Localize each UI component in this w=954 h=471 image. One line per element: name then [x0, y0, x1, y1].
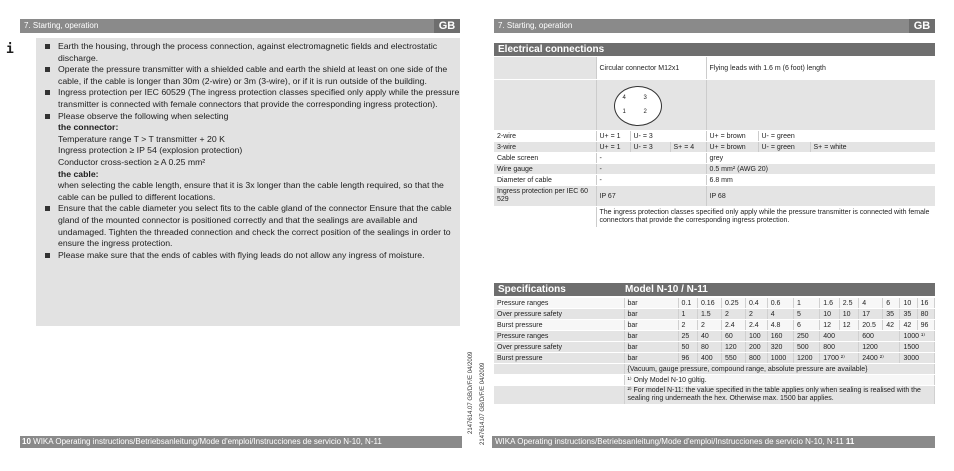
spec-value: 250: [794, 331, 820, 342]
ec-section-title: Electrical connections: [494, 43, 935, 56]
spec-value: 400: [697, 353, 721, 364]
table-row: Wire gauge - 0.5 mm² (AWG 20): [494, 164, 935, 175]
spec-value: 1500: [900, 342, 935, 353]
left-lang-badge: GB: [434, 19, 460, 33]
table-row: [494, 298, 935, 309]
left-header-bar: [20, 19, 460, 33]
connector-line: Ingress protection ≥ IP 54 (explosion protection): [58, 145, 243, 156]
spec-value: 80: [917, 309, 934, 320]
right-lang-badge: GB: [909, 19, 935, 33]
spec-unit: bar: [624, 309, 678, 320]
spec-value: 0.25: [721, 298, 745, 309]
cable-text: when selecting the cable length, ensure that it is 3x longer than the cable length required, so that the cable can be pulled to different locations.: [58, 180, 444, 202]
spec-value: 42: [883, 320, 900, 331]
table-row: [494, 320, 935, 331]
table-row: Diameter of cable - 6.8 mm: [494, 175, 935, 186]
spec-value: 800: [745, 353, 767, 364]
spec-value: 2: [697, 320, 721, 331]
spec-value: 2400 ²⁾: [859, 353, 900, 364]
spec-label: Pressure ranges: [494, 298, 624, 309]
spec-value: 35: [900, 309, 917, 320]
ec-col1: Circular connector M12x1: [596, 57, 706, 80]
spec-value: 60: [721, 331, 745, 342]
side-code-left: 2147614.07 GB/D/F/E 04/2009: [468, 351, 474, 434]
spec-value: 4: [859, 298, 883, 309]
spec-value: 1.6: [820, 298, 839, 309]
right-header-bar: [494, 19, 935, 33]
table-row: Ingress protection per IEC 60 529 IP 67 IP 68: [494, 186, 935, 207]
spec-value: 200: [745, 342, 767, 353]
spec-value: 35: [883, 309, 900, 320]
spec-label: Pressure ranges: [494, 331, 624, 342]
spec-value: 20.5: [859, 320, 883, 331]
spec-value: 1700 ²⁾: [820, 353, 859, 364]
specifications-table: [494, 298, 935, 405]
spec-value: 2.4: [745, 320, 767, 331]
spec-value: 800: [820, 342, 859, 353]
spec-value: 120: [721, 342, 745, 353]
left-page-number: 10: [22, 437, 31, 446]
m12-connector-icon: 4 3 1 2: [614, 86, 662, 126]
right-footer: [495, 437, 854, 447]
list-item: Earth the housing, through the process connection, against electromagnetic fields and electrostatic discharge.: [44, 41, 462, 64]
spec-value: 600: [859, 331, 900, 342]
spec-value: 12: [839, 320, 858, 331]
spec-unit: bar: [624, 331, 678, 342]
list-item: Operate the pressure transmitter with a shielded cable and earth the shield at least on one side of the cable, if the cable is longer than 30m (2-wire) or 3m (3-wire), or if it is run outside of the building.: [44, 64, 462, 87]
spec-value: 96: [917, 320, 934, 331]
spec-value: 6: [794, 320, 820, 331]
spec-value: 4.8: [767, 320, 793, 331]
spec-value: 160: [767, 331, 793, 342]
spec-value: 0.6: [767, 298, 793, 309]
spec-value: 16: [917, 298, 934, 309]
right-page-number: 11: [845, 437, 855, 446]
left-bullets: [44, 41, 462, 261]
spec-value: 10: [839, 309, 858, 320]
spec-value: 0.16: [697, 298, 721, 309]
spec-value: 40: [697, 331, 721, 342]
spec-value: 2: [678, 320, 697, 331]
cable-title: the cable:: [58, 168, 99, 179]
spec-unit: bar: [624, 320, 678, 331]
spec-value: 320: [767, 342, 793, 353]
spec-unit: bar: [624, 353, 678, 364]
list-item: Ingress protection per IEC 60529 (The ingress protection classes specified only apply while the pressure transmitter is connected with female connectors that provide the corresponding ingress protection).: [44, 87, 462, 110]
connector-title: the connector:: [58, 122, 119, 133]
table-row: [494, 353, 935, 364]
spec-label: Over pressure safety: [494, 309, 624, 320]
table-row: [494, 331, 935, 342]
spec-unit: bar: [624, 298, 678, 309]
spec-value: 1200: [794, 353, 820, 364]
connector-line: Temperature range T > T transmitter + 20 K: [58, 133, 225, 144]
spec-value: 2: [745, 309, 767, 320]
spec-value: 6: [883, 298, 900, 309]
spec-note: ²⁾ For model N-11: the value specified in the table applies only when sealing is realised with the sealing ring underneath the hex. Otherwise max. 1500 bar applies.: [624, 386, 935, 405]
table-row: The ingress protection classes specified only apply while the pressure transmitter is connected with female connectors that provide the corresponding ingress protection.: [494, 207, 935, 228]
spec-value: 0.1: [678, 298, 697, 309]
list-item: Ensure that the cable diameter you select fits to the cable gland of the connector Ensure that the cable gland of the mounted connector is positioned correctly and that the sealings are available and undamaged. Tighten the threaded connection and check the correct position of the sealings in order to ensure the ingress protection.: [44, 203, 462, 249]
spec-value: 25: [678, 331, 697, 342]
spec-value: 500: [794, 342, 820, 353]
spec-value: 3000: [900, 353, 935, 364]
spec-value: 10: [820, 309, 839, 320]
spec-label: Burst pressure: [494, 320, 624, 331]
spec-unit: bar: [624, 342, 678, 353]
spec-value: 50: [678, 342, 697, 353]
spec-value: 42: [900, 320, 917, 331]
spec-value: 2: [721, 309, 745, 320]
left-footer: [22, 437, 382, 447]
electrical-connections-table: [494, 57, 935, 228]
spec-value: 12: [820, 320, 839, 331]
spec-value: 96: [678, 353, 697, 364]
connector-line: Conductor cross-section ≥ A 0.25 mm²: [58, 156, 206, 167]
table-row: [494, 342, 935, 353]
list-item: Please observe the following when selecting: [44, 111, 462, 123]
spec-value: 100: [745, 331, 767, 342]
spec-value: 550: [721, 353, 745, 364]
spec-value: 1200: [859, 342, 900, 353]
spec-value: 400: [820, 331, 859, 342]
table-row: [494, 309, 935, 320]
spec-value: 1000 ¹⁾: [900, 331, 935, 342]
ec-col2: Flying leads with 1.6 m (6 foot) length: [706, 57, 935, 80]
spec-label: Over pressure safety: [494, 342, 624, 353]
spec-section-title: Specifications Model N-10 / N-11: [494, 283, 935, 296]
spec-model: Model N-10 / N-11: [625, 284, 708, 295]
right-header-title: 7. Starting, operation: [498, 21, 573, 30]
spec-value: 2.5: [839, 298, 858, 309]
spec-value: 4: [767, 309, 793, 320]
list-item: Please make sure that the ends of cables with flying leads do not allow any ingress of moisture.: [44, 250, 462, 262]
left-header-title: 7. Starting, operation: [24, 21, 99, 30]
side-code-right: 2147614.07 GB/D/F/E 04/2009: [480, 362, 486, 445]
spec-value: 17: [859, 309, 883, 320]
table-row: 2-wire U+ = 1 U- = 3 U+ = brown U- = green: [494, 131, 935, 142]
spec-note: {Vacuum, gauge pressure, compound range, absolute pressure are available}: [624, 364, 935, 375]
spec-label: Burst pressure: [494, 353, 624, 364]
table-row: Cable screen - grey: [494, 153, 935, 164]
left-footer-text: WIKA Operating instructions/Betriebsanleitung/Mode d'emploi/Instrucciones de servicio N-10, N-11: [33, 437, 382, 446]
spec-value: 2.4: [721, 320, 745, 331]
spec-value: 5: [794, 309, 820, 320]
spec-value: 80: [697, 342, 721, 353]
info-icon: i: [6, 42, 13, 57]
spec-value: 1: [678, 309, 697, 320]
spec-value: 1.5: [697, 309, 721, 320]
right-footer-text: WIKA Operating instructions/Betriebsanleitung/Mode d'emploi/Instrucciones de servicio N-10, N-11: [495, 437, 844, 446]
spec-value: 1000: [767, 353, 793, 364]
spec-value: 10: [900, 298, 917, 309]
spec-note: ¹⁾ Only Model N-10 gültig.: [624, 375, 935, 386]
table-row: 3-wire U+ = 1 U- = 3 S+ = 4 U+ = brown U- = green S+ = white: [494, 142, 935, 153]
spec-value: 1: [794, 298, 820, 309]
spec-value: 0.4: [745, 298, 767, 309]
